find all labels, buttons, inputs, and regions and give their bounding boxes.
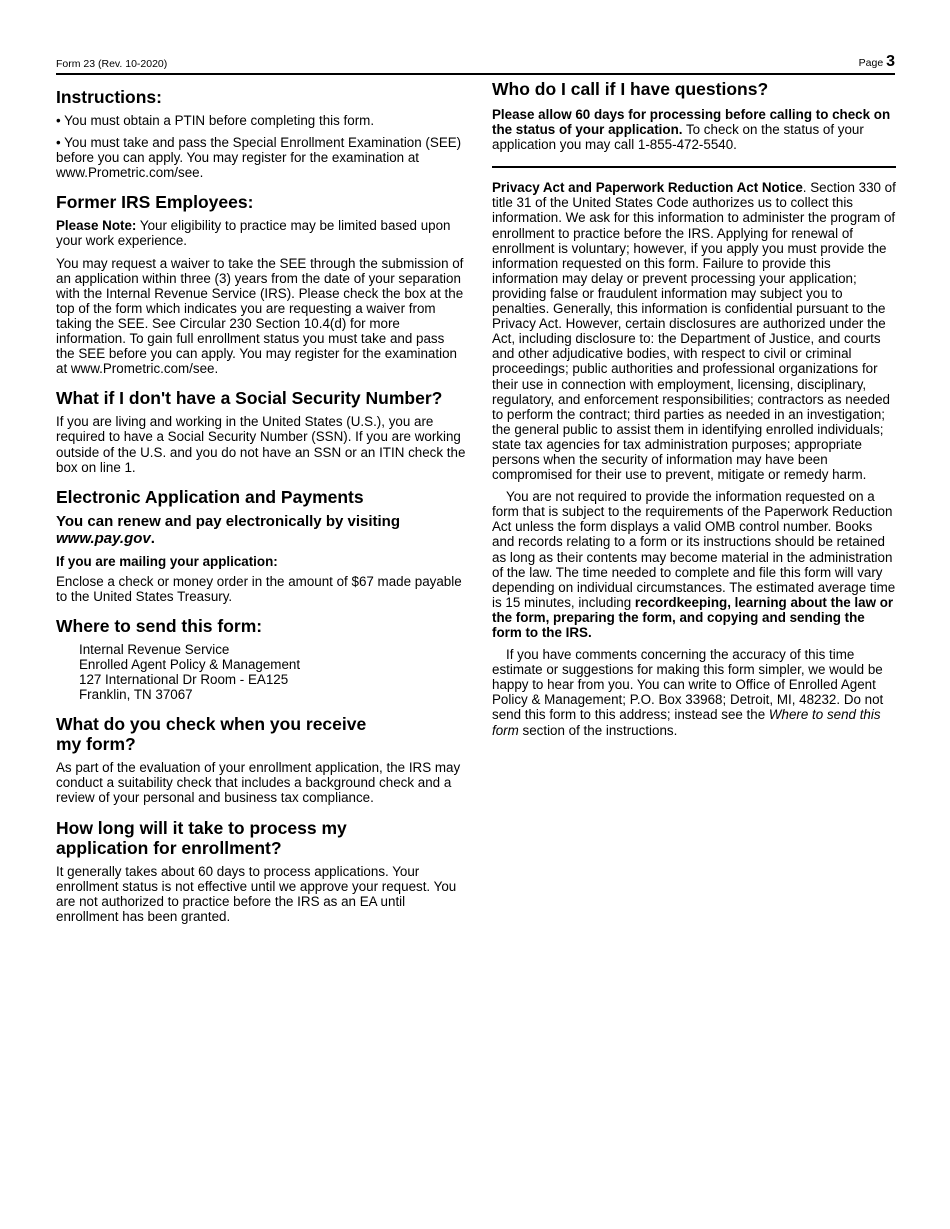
- ssn-body: If you are living and working in the United States (U.S.), you are required to have a Social Security Number (SSN). If you are working outside of the U.S. and you do not have an SSN or an ITIN check the box on line 1.: [56, 414, 466, 475]
- note-label: Please Note:: [56, 218, 137, 234]
- privacy-text: . Section 330 of title 31 of the United States Code authorizes us to collect this information. We ask for this information to administer the program of enrollment to practice before the IRS. Applying for renewal of enrollment is voluntary; however, if you apply you must provide the information requested on this form. Failure to provide this information may delay or prevent processing your application; providing false or fraudulent information may subject you to penalties. Generally, this information is confidential pursuant to the Privacy Act. However, certain disclosures are authorized under the Act, including disclosure to: the Department of Justice, and courts and other adjudicative bodies, with respect to civil or criminal proceedings; public authorities and professional organizations for their use in connection with employment, licensing, disciplinary, regulatory, and enforcement responsibilities; contractors as needed to perform the contract; third parties as needed in an investigation; the general public to assist them in identifying enrolled individuals; state tax agencies for tax administration purposes; appropriate persons when the security of information may have been compromised for their use to prevent, mitigate or remedy harm.: [492, 180, 896, 483]
- pay-gov-link[interactable]: www.pay.gov: [56, 530, 151, 548]
- page-header: [56, 53, 895, 75]
- note-text: Your eligibility to practice may be limited based upon your work experience.: [56, 218, 451, 249]
- instructions-bullet: • You must obtain a PTIN before completing this form.: [56, 113, 375, 128]
- page-number-value: 3: [886, 53, 895, 70]
- ssn-heading: What if I don't have a Social Security Number?: [56, 388, 443, 409]
- left-column: [56, 87, 466, 931]
- check-heading: What do you check when you receive my form?: [56, 714, 367, 755]
- privacy-paragraph: [492, 180, 896, 482]
- where-heading: Where to send this form:: [56, 615, 263, 636]
- right-column: [492, 79, 896, 745]
- paperwork-text: You are not required to provide the information requested on a form that is subject to the requirements of the Paperwork Reduction Act unless the form displays a valid OMB control number. Books and records relating to a form or its instructions should be retained as long as their contents may become material in the administration of the law. The time needed to complete and file this form will vary depending on individual circumstances. The estimated average time is 15 minutes, including: [492, 489, 896, 610]
- electronic-sub-text: You can renew and pay electronically by visiting: [56, 512, 400, 530]
- how-long-heading: How long will it take to process my application for enrollment?: [56, 817, 347, 858]
- address-line: Enrolled Agent Policy & Management: [79, 656, 301, 672]
- privacy-title: Privacy Act and Paperwork Reduction Act Notice: [492, 180, 803, 196]
- address-line: Internal Revenue Service: [79, 641, 230, 657]
- address-line: Franklin, TN 37067: [79, 687, 193, 703]
- electronic-subheading: [56, 513, 466, 548]
- comments-italic: Where to send this form: [492, 707, 881, 738]
- former-employees-body: You may request a waiver to take the SEE through the submission of an application within three (3) years from the date of your separation with the Internal Revenue Service (IRS). Please check the box at the top of the form which indicates you are requesting a waiver from taking the SEE. See Circular 230 Section 10.4(d) for more information. To gain full enrollment status you must take and pass the SEE before you can apply. You may register for the examination at www.Prometric.com/see.: [56, 255, 464, 377]
- questions-heading: Who do I call if I have questions?: [492, 79, 769, 99]
- questions-body: [492, 107, 896, 152]
- form-id: Form 23 (Rev. 10-2020): [56, 58, 168, 70]
- former-employees-heading: Former IRS Employees:: [56, 192, 254, 213]
- mailing-address: [56, 642, 466, 702]
- section-divider: [492, 166, 896, 168]
- comments-text: If you have comments concerning the accuracy of this time estimate or suggestions for making this form simpler, we would be happy to hear from you. You can write to Office of Enrolled Agent Policy & Management; P.O. Box 33968; Detroit, MI, 48232. Do not send this form to this address; instead see the: [492, 647, 884, 723]
- how-long-body: It generally takes about 60 days to process applications. Your enrollment status is not effective until we approve your request. You are not authorized to practice before the IRS as an EA until enrollment has been granted.: [56, 863, 457, 924]
- questions-text: To check on the status of your application you may call 1-855-472-5540.: [492, 122, 864, 153]
- page-number: [859, 53, 895, 72]
- questions-bold: Please allow 60 days for processing before calling to check on the status of your application.: [492, 107, 891, 138]
- comments-paragraph: [492, 647, 896, 738]
- electronic-sub-end: .: [150, 530, 155, 548]
- check-body: As part of the evaluation of your enrollment application, the IRS may conduct a suitability check that includes a background check and a review of your personal and business tax compliance.: [56, 760, 461, 806]
- instructions-bullet: • You must take and pass the Special Enrollment Examination (SEE) before you can apply. You may register for the examination at www.Prometric.com/see.: [56, 135, 462, 181]
- paperwork-bold: recordkeeping, learning about the law or the form, preparing the form, and copying and sending the form to the IRS.: [492, 594, 894, 640]
- paperwork-paragraph: [492, 489, 896, 640]
- comments-end: section of the instructions.: [518, 722, 678, 738]
- former-employees-note: [56, 218, 466, 248]
- page-label: Page: [858, 57, 884, 69]
- instructions-heading: Instructions:: [56, 87, 162, 107]
- mailing-subheading: If you are mailing your application:: [56, 553, 278, 569]
- mailing-body: Enclose a check or money order in the amount of $67 made payable to the United States Treasury.: [56, 573, 462, 604]
- address-line: 127 International Dr Room - EA125: [79, 672, 289, 688]
- electronic-heading: Electronic Application and Payments: [56, 486, 364, 507]
